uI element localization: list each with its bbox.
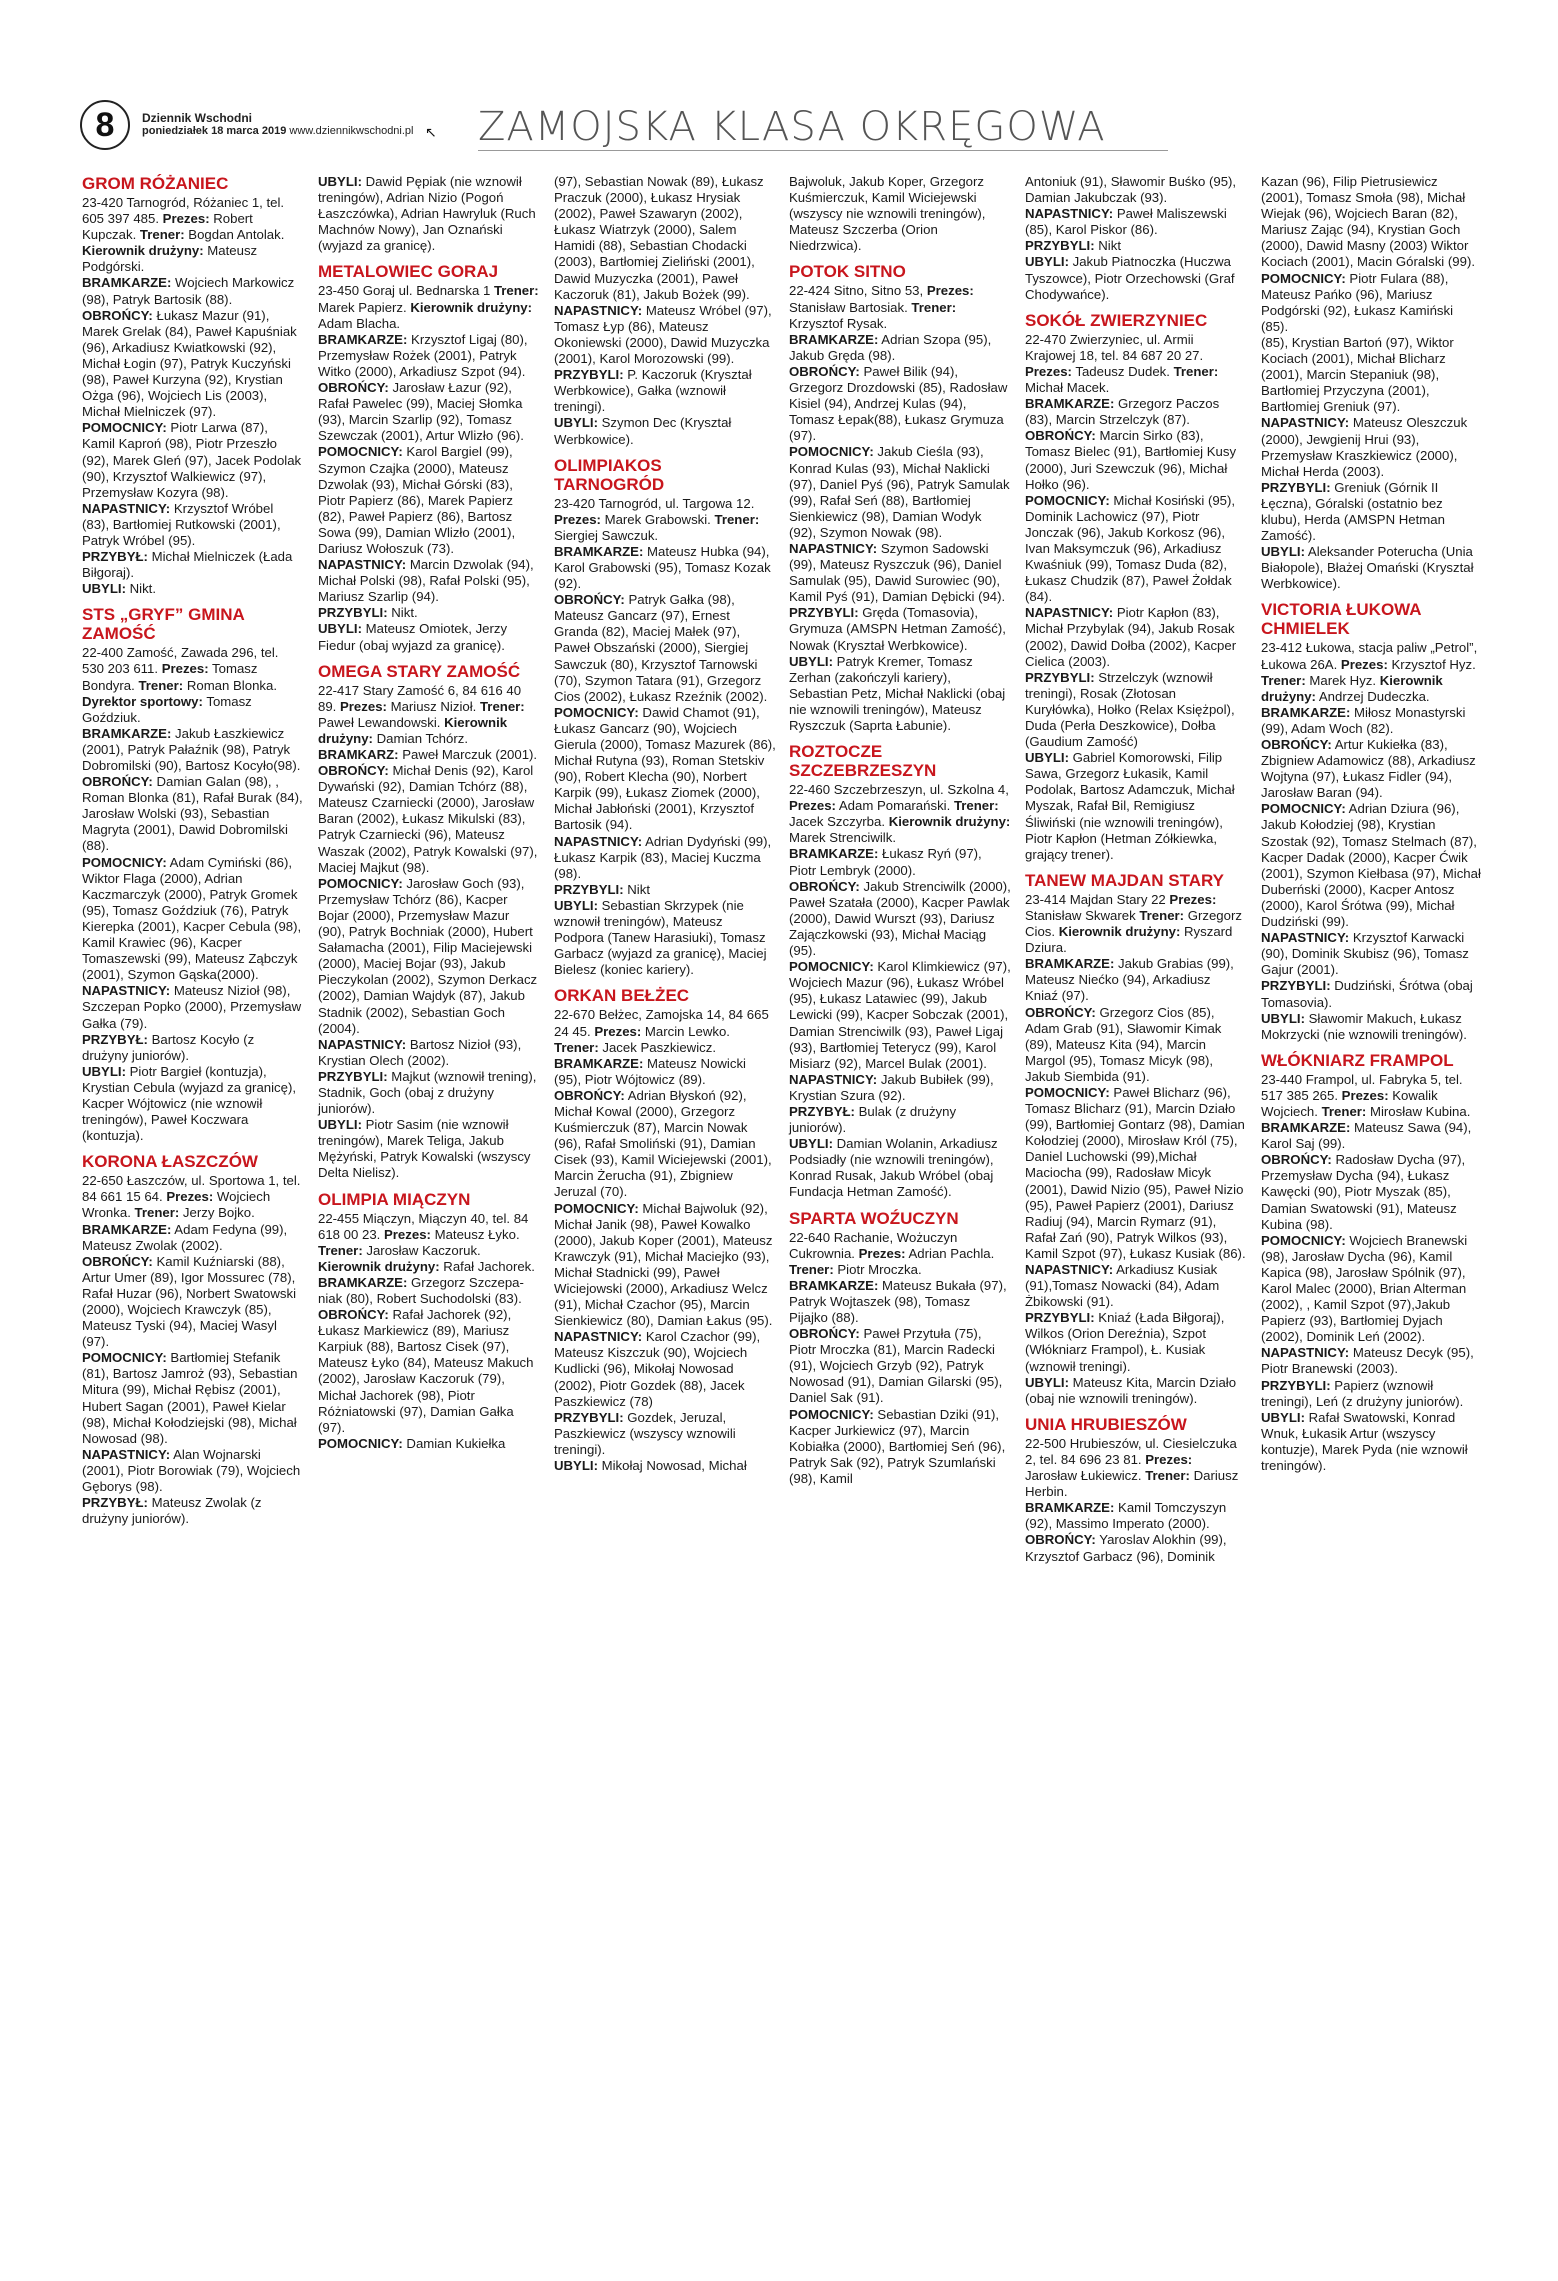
issue-date: poniedziałek 18 marca 2019 [142, 125, 287, 137]
header-meta [142, 112, 414, 138]
club-entry [318, 262, 540, 653]
club-name: ORKAN BEŁŻEC [554, 986, 690, 1006]
club-roster-text: Antoniuk (91), Sławomir Buśko (95), Damian Jakubczak (93). NAPASTNICY: Paweł Maliszewski (85), Karol Piskor (86). PRZYBYLI: Nikt UBYLI: Jakub Piatnoczka (Huczwa Tyszowce), Piotr Orzechowski (Graf Chodywańce). [1025, 174, 1237, 302]
club-roster-text: 22-670 Bełżec, Zamojska 14, 84 665 24 45. Prezes: Marcin Lewko. Trener: Jacek Paszkiewicz. BRAMKARZE: Mateusz Nowicki (95), Piotr Wójtowicz (89). OBROŃCY: Adrian Błyskoń (92), Michał Kowal (2000), Grzegorz Kuśmierczuk (87), Marcin Nowak (96), Rafał Smoliński (91), Damian Cisek (93), Kamil Wiciejewski (2001), Marcin Żerucha (91), Zbigniew Jeruzal (70). POMOCNICY: Michał Bajwoluk (92), Michał Janik (98), Paweł Kowalko (2000), Jakub Koper (2001), Mateusz Krawczyk (91), Michał Maciejko (93), Michał Stadnicki (99), Paweł Wiciejowski (2000), Arkadiusz Welcz (91), Michał Czachor (95), Marcin Sienkiewicz (80), Damian Łakus (95). NAPASTNICY: Karol Czachor (99), Mateusz Kiszczuk (90), Wojciech Kudlicki (96), Mikołaj Nowosad (2002), Piotr Gozdek (88), Jacek Paszkiewicz (78) PRZYBYLI: Gozdek, Jeruzal, Paszkiewicz (wszyscy wznowili treningi). UBYLI: Mikołaj Nowosad, Michał [554, 1007, 773, 1474]
club-entry [1025, 174, 1247, 303]
club-roster-text: 22-460 Szczebrzeszyn, ul. Szkolna 4, Prezes: Adam Pomarański. Trener: Jacek Szczyrba. Kierownik drużyny: Marek Strenciwilk. BRAMKARZE: Łukasz Ryń (97), Piotr Lembryk (2000). OBROŃCY: Jakub Strenciwilk (2000), Paweł Szatała (2000), Kacper Pawlak (2000), Dawid Wurszt (93), Dariusz Zajączkowski (93), Michał Maciąg (95). POMOCNICY: Karol Klimkiewicz (97), Wojciech Mazur (96), Łukasz Wróbel (95), Łukasz Latawiec (99), Jakub Lewicki (99), Kacper Sobczak (2001), Damian Strenciwilk (93), Paweł Ligaj (93), Bartłomiej Teterycz (99), Karol Misiarz (92), Marcel Bulak (2001). NAPASTNICY: Jakub Bubiłek (99), Krystian Szura (92). PRZYBYŁ: Bulak (z drużyny juniorów). UBYLI: Damian Wolanin, Arkadiusz Podsiadły (nie wznowili treningów), Konrad Rusak, Jakub Wróbel (obaj Fundacja Hetman Zamość). [789, 782, 1011, 1200]
page-number: 8 [80, 100, 130, 150]
club-name: METALOWIEC GORAJ [318, 262, 499, 282]
club-name: KORONA ŁASZCZÓW [82, 1152, 258, 1172]
club-name: SPARTA WOŹUCZYN [789, 1208, 959, 1228]
club-roster-text: 22-640 Rachanie, Wożuczyn Cukrownia. Prezes: Adrian Pachla. Trener: Piotr Mroczka. BRAMKARZE: Mateusz Bukała (97), Patryk Wojtaszek (98), Tomasz Pijajko (88). OBROŃCY: Paweł Przytuła (75), Piotr Mroczka (81), Marcin Radecki (91), Wojciech Grzyb (92), Patryk Nowosad (91), Damian Gilarski (95), Daniel Sak (91). POMOCNICY: Sebastian Dziki (91), Kacper Jurkiewicz (97), Marcin Kobiałka (2000), Bartłomiej Seń (96), Patryk Sak (92), Patryk Szumlański (98), Kamil [789, 1229, 1007, 1486]
masthead [80, 100, 1480, 160]
club-roster-text: 22-500 Hrubieszów, ul. Ciesielczuka 2, tel. 84 696 23 81. Prezes: Jarosław Łukiewicz. Trener: Dariusz Herbin. BRAMKARZE: Kamil Tomczyszyn (92), Massimo Imperato (2000). OBROŃCY: Yaroslav Alokhin (99), Krzysztof Garbacz (96), Dominik [1025, 1435, 1239, 1564]
club-roster-text: 23-420 Tarnogród, Różaniec 1, tel. 605 397 485. Prezes: Robert Kupczak. Trener: Bogdan Antolak. Kierownik drużyny: Mateusz Podgórski. BRAMKARZE: Wojciech Markowicz (98), Patryk Bartosik (88). OBROŃCY: Łukasz Mazur (91), Marek Grelak (84), Paweł Kapuśniak (96), Arkadiusz Kwiatkowski (92), Michał Łogin (97), Patryk Kuczyński (98), Paweł Kurzyna (92), Krystian Ożga (96), Wojciech Lis (2003), Michał Mielniczek (97). POMOCNICY: Piotr Larwa (87), Kamil Kaproń (98), Piotr Przeszło (92), Marek Gleń (97), Jacek Podolak (90), Krzysztof Walkiewicz (97), Przemysław Kozyra (98). NAPASTNICY: Krzysztof Wróbel (83), Bartłomiej Rutkowski (2001), Patryk Wróbel (95). PRZYBYŁ: Michał Mielniczek (Łada Biłgoraj). UBYLI: Nikt. [82, 195, 302, 597]
club-entry [789, 742, 1011, 1200]
column-1 [82, 174, 304, 1535]
club-entry [82, 174, 304, 597]
club-entry [1025, 311, 1247, 863]
header-rule [478, 150, 1168, 151]
column-4 [789, 174, 1011, 1495]
club-entry [1261, 1051, 1483, 1474]
section-title: ZAMOJSKA KLASA OKRĘGOWA [478, 104, 1106, 150]
club-roster-text: 23-414 Majdan Stary 22 Prezes: Stanisław Skwarek Trener: Grzegorz Cios. Kierownik drużyny: Ryszard Dziura. BRAMKARZE: Jakub Grabias (99), Mateusz Niećko (94), Arkadiusz Kniaź (97). OBROŃCY: Grzegorz Cios (85), Adam Grab (91), Sławomir Kimak (89), Mateusz Kita (94), Marcin Margol (95), Tomasz Micyk (98), Jakub Siembida (91). POMOCNICY: Paweł Blicharz (96), Tomasz Blicharz (91), Marcin Działo (99), Bartłomiej Gontarz (98), Damian Kołodziej (2000), Mirosław Król (75), Daniel Luchowski (99),Michał Maciocha (99), Radosław Micyk (2001), Dawid Nizio (95), Paweł Nizio (95), Paweł Papierz (2001), Dariusz Radiuj (94), Marcin Rymarz (91), Rafał Zań (90), Patryk Wilkos (93), Kamil Szpot (97), Łukasz Kusiak (86). NAPASTNICY: Arkadiusz Kusiak (91),Tomasz Nowacki (84), Adam Żbikowski (91). PRZYBYLI: Kniaź (Łada Biłgoraj), Wilkos (Orion Dereźnia), Szpot (Włókniarz Frampol), Ł. Kusiak (wznowił treningi). UBYLI: Mateusz Kita, Marcin Działo (obaj nie wznowili treningów). [1025, 891, 1246, 1406]
column-5 [1025, 174, 1247, 1573]
club-roster-text: 23-412 Łukowa, stacja paliw „Petrol”, Łukowa 26A. Prezes: Krzysztof Hyz. Trener: Marek Hyz. Kierownik drużyny: Andrzej Dudeczka. BRAMKARZE: Miłosz Monastyrski (99), Adam Woch (82). OBROŃCY: Artur Kukiełka (83), Zbigniew Adamowicz (88), Arkadiusz Wojtyna (97), Łukasz Fidler (94), Jarosław Baran (94). POMOCNICY: Adrian Dziura (96), Jakub Kołodziej (98), Krystian Szostak (92), Tomasz Stelmach (87), Kacper Dadak (2000), Kacper Ćwik (2001), Szymon Kiełbasa (97), Michał Duberński (2000), Kacper Antosz (2000), Karol Śrótwa (99), Michał Dudziński (99). NAPASTNICY: Krzysztof Karwacki (90), Dominik Skubisz (96), Tomasz Gajur (2001). PRZYBYLI: Dudziński, Śrótwa (obaj Tomasovia). UBYLI: Sławomir Makuch, Łukasz Mokrzycki (nie wznowili treningów). [1261, 640, 1481, 1042]
website-url[interactable]: www.dziennikwschodni.pl [289, 125, 414, 137]
brand-name: Dziennik Wschodni [142, 111, 253, 125]
club-entry [1025, 871, 1247, 1407]
club-name: POTOK SITNO [789, 262, 906, 282]
club-roster-text: 23-420 Tarnogród, ul. Targowa 12. Prezes: Marek Grabowski. Trener: Siergiej Sawczuk. BRAMKARZE: Mateusz Hubka (94), Karol Grabowski (95), Tomasz Kozak (92). OBROŃCY: Patryk Gałka (98), Mateusz Gancarz (97), Ernest Granda (82), Maciej Małek (97), Paweł Obszański (2000), Siergiej Sawczuk (80), Krzysztof Tarnowski (70), Szymon Tatara (91), Grzegorz Cios (2002), Łukasz Rzeźnik (2002). POMOCNICY: Dawid Chamot (91), Łukasz Gancarz (90), Wojciech Gierula (2000), Tomasz Mazurek (86), Michał Rutyna (93), Roman Stetskiv (90), Robert Klecha (90), Norbert Karpik (99), Łukasz Ziomek (2000), Michał Jabłoński (2001), Krzysztof Bartosik (94). NAPASTNICY: Adrian Dydyński (99), Łukasz Karpik (83), Maciej Kuczma (98). PRZYBYLI: Nikt UBYLI: Sebastian Skrzypek (nie wznowił treningów), Mateusz Podpora (Tanew Harasiuki), Tomasz Garbacz (wyjazd za granicę), Maciej Bielesz (koniec kariery). [554, 495, 776, 978]
club-entry [82, 1152, 304, 1527]
club-name: GROM RÓŻANIEC [82, 174, 229, 193]
club-roster-text: 22-400 Zamość, Zawada 296, tel. 530 203 611. Prezes: Tomasz Bondyra. Trener: Roman Blonka. Dyrektor sportowy: Tomasz Goździuk. BRAMKARZE: Jakub Łaszkiewicz (2001), Patryk Pałaźnik (98), Patryk Dobromilski (90), Bartosz Kocyło(98). OBROŃCY: Damian Galan (98), , Roman Blonka (81), Rafał Burak (84), Jarosław Wolski (93), Sebastian Magryta (2001), Dawid Dobromilski (88). POMOCNICY: Adam Cymiński (86), Wiktor Flaga (2000), Adrian Kaczmarczyk (2000), Patryk Gromek (95), Tomasz Goździuk (76), Patryk Kierepka (2001), Kacper Cebula (98), Kamil Krawiec (96), Kacper Tomaszewski (99), Mateusz Ząbczyk (2001), Szymon Gąska(2000). NAPASTNICY: Mateusz Nizioł (98), Szczepan Popko (2000), Przemysław Gałka (79). PRZYBYŁ: Bartosz Kocyło (z drużyny juniorów). UBYLI: Piotr Bargieł (kontuzja), Krystian Cebula (wyjazd za granicę), Kacper Wójtowicz (nie wznowił treningów), Paweł Koczwara (kontuzja). [82, 645, 303, 1144]
club-roster-text: 22-455 Miączyn, Miączyn 40, tel. 84 618 00 23. Prezes: Mateusz Łyko. Trener: Jarosław Kaczoruk. Kierownik drużyny: Rafał Jachorek. BRAMKARZE: Grzegorz Szczepaniak (80), Robert Suchodolski (83). OBROŃCY: Rafał Jachorek (92), Łukasz Markiewicz (89), Mariusz Karpiuk (88), Bartosz Cisek (97), Mateusz Łyko (84), Mateusz Makuch (2002), Jarosław Kaczoruk (79), Michał Jachorek (98), Piotr Różniatowski (97), Damian Gałka (97). POMOCNICY: Damian Kukiełka [318, 1210, 535, 1451]
column-6 [1261, 174, 1483, 1482]
column-2 [318, 174, 540, 1460]
club-roster-text: 23-440 Frampol, ul. Fabryka 5, tel. 517 385 265. Prezes: Kowalik Wojciech. Trener: Mirosław Kubina. BRAMKARZE: Mateusz Sawa (94), Karol Saj (99). OBROŃCY: Radosław Dycha (97), Przemysław Dycha (94), Łukasz Kawęcki (90), Piotr Myszak (85), Damian Swatowski (91), Mateusz Kubina (98). POMOCNICY: Wojciech Branewski (98), Jarosław Dycha (96), Kamil Kapica (98), Jarosław Spólnik (97), Karol Malec (2000), Brian Alterman (2002), , Kamil Szpot (97),Jakub Papierz (93), Bartłomiej Dyjach (2002), Dominik Leń (2002). NAPASTNICY: Mateusz Decyk (95), Piotr Branewski (2003). PRZYBYLI: Papierz (wznowił treningi), Leń (z drużyny juniorów). UBYLI: Rafał Swatowski, Konrad Wnuk, Łukasik Artur (wszyscy kontuzje), Marek Pyda (nie wznowił treningów). [1261, 1071, 1474, 1474]
club-entry [789, 174, 1011, 254]
club-name: ROZTOCZE SZCZEBRZESZYN [789, 742, 937, 781]
club-entry [554, 174, 776, 448]
club-roster-text: 22-650 Łaszczów, ul. Sportowa 1, tel. 84 661 15 64. Prezes: Wojciech Wronka. Trener: Jerzy Bojko. BRAMKARZE: Adam Fedyna (99), Mateusz Zwolak (2002). OBROŃCY: Kamil Kuźniarski (88), Artur Umer (89), Igor Mossurec (78), Rafał Huzar (96), Norbert Swatowski (2000), Wojciech Krawczyk (85), Mateusz Tyski (94), Maciej Wasyl (97). POMOCNICY: Bartłomiej Stefanik (81), Bartosz Jamroż (93), Sebastian Mitura (99), Michał Rębisz (2001), Hubert Sagan (2001), Paweł Kielar (98), Michał Kołodziejski (98), Michał Nowosad (98). NAPASTNICY: Alan Wojnarski (2001), Piotr Borowiak (79), Wojciech Gęborys (98). PRZYBYŁ: Mateusz Zwolak (z drużyny juniorów). [82, 1173, 301, 1527]
club-name: UNIA HRUBIESZÓW [1025, 1414, 1187, 1434]
club-name: STS „GRYF” GMINA ZAMOŚĆ [82, 605, 245, 644]
club-entry [554, 986, 776, 1474]
club-roster-text: 23-450 Goraj ul. Bednarska 1 Trener: Marek Papierz. Kierownik drużyny: Adam Blacha. BRAMKARZE: Krzysztof Ligaj (80), Przemysław Rożek (2001), Patryk Witko (2000), Arkadiusz Szpot (94). OBROŃCY: Jarosław Łazur (92), Rafał Pawelec (99), Maciej Słomka (93), Marcin Szarlip (92), Tomasz Szewczak (2001), Artur Wlizło (96). POMOCNICY: Karol Bargiel (99), Szymon Czajka (2000), Mateusz Dzwolak (93), Michał Górski (83), Piotr Papierz (86), Marek Papierz (82), Paweł Papierz (86), Bartosz Sowa (99), Damian Wlizło (2001), Dariusz Wołoszuk (73). NAPASTNICY: Marcin Dzwolak (94), Michał Polski (98), Rafał Polski (95), Mariusz Szarlip (94). PRZYBYLI: Nikt. UBYLI: Mateusz Omiotek, Jerzy Fiedur (obaj wyjazd za granicę). [318, 283, 539, 653]
article-columns [82, 174, 1482, 2264]
club-name: WŁÓKNIARZ FRAMPOL [1261, 1050, 1454, 1070]
club-name: OLIMPIAKOS TARNOGRÓD [554, 455, 665, 494]
club-roster-text: Bajwoluk, Jakub Koper, Grzegorz Kuśmierczuk, Kamil Wiciejewski (wszyscy nie wznowili treningów), Mateusz Szczerba (Orion Niedrzwica). [789, 174, 986, 254]
club-roster-text: 22-470 Zwierzyniec, ul. Armii Krajowej 18, tel. 84 687 20 27. Prezes: Tadeusz Dudek. Trener: Michał Macek. BRAMKARZE: Grzegorz Paczos (83), Marcin Strzelczyk (87). OBROŃCY: Marcin Sirko (83), Tomasz Bielec (91), Bartłomiej Kusy (2000), Juri Szewczuk (96), Michał Hołko (96). POMOCNICY: Michał Kosiński (95), Dominik Lachowicz (97), Piotr Jonczak (96), Jakub Korkosz (96), Ivan Maksymczuk (96), Arkadiusz Kwaśniuk (99), Tomasz Duda (82), Łukasz Chudzik (87), Paweł Żołdak (84). NAPASTNICY: Piotr Kapłon (83), Michał Przybylak (94), Jakub Rosak (2002), Dawid Dołba (2002), Kacper Cielica (2003). PRZYBYLI: Strzelczyk (wznowił treningi), Rosak (Złotosan Kuryłówka), Hołko (Relax Księżpol), Duda (Perła Deszkowice), Dołba (Gaudium Zamość) UBYLI: Gabriel Komorowski, Filip Sawa, Grzegorz Łukasik, Kamil Podolak, Bartosz Adamczuk, Michał Myszak, Rafał Bil, Remigiusz Śliwiński (nie wznowili treningów), Piotr Kapłon (Hetman Zółkiewka, grający trener). [1025, 331, 1237, 862]
club-entry [318, 662, 540, 1182]
club-name: SOKÓŁ ZWIERZYNIEC [1025, 310, 1208, 330]
club-roster-text: 22-424 Sitno, Sitno 53, Prezes: Stanisław Bartosiak. Trener: Krzysztof Rysak. BRAMKARZE: Adrian Szopa (95), Jakub Gręda (98). OBROŃCY: Paweł Bilik (94), Grzegorz Drozdowski (85), Radosław Kisiel (94), Andrzej Kulas (94), Tomasz Łepak(88), Łukasz Grymuza (97). POMOCNICY: Jakub Cieśla (93), Konrad Kulas (93), Michał Naklicki (97), Daniel Pyś (96), Patryk Samulak (99), Rafał Seń (88), Bartłomiej Sienkiewicz (98), Damian Wodyk (92), Szymon Nowak (98). NAPASTNICY: Szymon Sadowski (99), Mateusz Ryszczuk (96), Daniel Samulak (95), Dawid Surowiec (90), Kamil Pyś (91), Damian Dębicki (94). PRZYBYLI: Gręda (Tomasovia), Grymuza (AMSPN Hetman Zamość), Nowak (Kryształ Werbkowice). UBYLI: Patryk Kremer, Tomasz Zerhan (zakończyli kariery), Sebastian Petz, Michał Naklicki (obaj nie wznowili treningów), Mateusz Ryszczuk (Saprta Łabunie). [789, 283, 1010, 733]
club-name: OLIMPIA MIĄCZYN [318, 1189, 471, 1209]
column-3 [554, 174, 776, 1482]
club-name: VICTORIA ŁUKOWA CHMIELEK [1261, 600, 1421, 639]
cursor-icon: ↖ [425, 124, 437, 140]
club-entry [789, 262, 1011, 734]
club-entry [789, 1209, 1011, 1488]
club-name: OMEGA STARY ZAMOŚĆ [318, 661, 521, 681]
club-entry [1261, 174, 1483, 592]
club-roster-text: (97), Sebastian Nowak (89), Łukasz Praczuk (2000), Łukasz Hrysiak (2002), Paweł Szawaryn (2002), Łukasz Wiatrzyk (2000), Salem Hamidi (88), Sebastian Chodacki (2003), Bartłomiej Zieliński (2001), Dawid Muzyczka (2001), Paweł Kaczoruk (81), Jakub Bożek (99). NAPASTNICY: Mateusz Wróbel (97), Tomasz Łyp (86), Mateusz Okoniewski (2000), Dawid Muzyczka (2001), Karol Morozowski (99). PRZYBYLI: P. Kaczoruk (Kryształ Werbkowice), Gałka (wznowił treningi). UBYLI: Szymon Dec (Kryształ Werbkowice). [554, 174, 772, 447]
club-entry [82, 605, 304, 1144]
club-entry [554, 456, 776, 979]
club-roster-text: UBYLI: Dawid Pępiak (nie wznowił treningów), Adrian Nizio (Pogoń Łaszczówka), Adrian Hawryluk (Ruch Machnów Nowy), Jan Oznański (wyjazd za granicę). [318, 174, 536, 254]
club-name: TANEW MAJDAN STARY [1025, 870, 1224, 890]
club-entry [1261, 600, 1483, 1042]
club-roster-text: Kazan (96), Filip Pietrusiewicz (2001), Tomasz Smoła (98), Michał Wiejak (96), Wojciech Baran (82), Mariusz Zając (94), Krystian Goch (2000), Dawid Masny (2003) Wiktor Kociach (2001), Macin Góralski (99). POMOCNICY: Piotr Fulara (88), Mateusz Pańko (96), Mariusz Podgórski (92), Łukasz Kamiński (85). (85), Krystian Bartoń (97), Wiktor Kociach (2001), Michał Blicharz (2001), Marcin Stepaniuk (98), Bartłomiej Przyczyna (2001), Bartłomiej Greniuk (97). NAPASTNICY: Mateusz Oleszczuk (2000), Jewgienij Hrui (93), Przemysław Kraszkiewicz (2000), Michał Herda (2003). PRZYBYLI: Greniuk (Górnik II Łęczna), Góralski (ostatnio bez klubu), Herda (AMSPN Hetman Zamość). UBYLI: Aleksander Poterucha (Unia Białopole), Błażej Omański (Kryształ Werbkowice). [1261, 174, 1476, 592]
club-entry [318, 1190, 540, 1452]
club-entry [1025, 1415, 1247, 1565]
club-roster-text: 22-417 Stary Zamość 6, 84 616 40 89. Prezes: Mariusz Nizioł. Trener: Paweł Lewandowski. Kierownik drużyny: Damian Tchórz. BRAMKARZ: Paweł Marczuk (2001). OBROŃCY: Michał Denis (92), Karol Dywański (92), Damian Tchórz (88), Mateusz Czarniecki (2000), Jarosław Baran (2002), Łukasz Mikulski (83), Patryk Czarniecki (96), Mateusz Waszak (2002), Patryk Kowalski (97), Maciej Majkut (98). POMOCNICY: Jarosław Goch (93), Przemysław Tchórz (86), Kacper Bojar (2000), Przemysław Mazur (90), Patryk Bochniak (2000), Hubert Sałamacha (2001), Filip Maciejewski (2000), Maciej Bojar (93), Jakub Pieczykolan (2002), Szymon Derkacz (2002), Damian Wajdyk (87), Jakub Stadnik (2002), Sebastian Goch (2004). NAPASTNICY: Bartosz Nizioł (93), Krystian Olech (2002). PRZYBYLI: Majkut (wznowił trening), Stadnik, Goch (obaj z drużyny juniorów). UBYLI: Piotr Sasim (nie wznowił treningów), Marek Teliga, Jakub Mężyński, Patryk Kowalski (wszyscy Delta Nielisz). [318, 682, 538, 1181]
club-entry [318, 174, 540, 254]
